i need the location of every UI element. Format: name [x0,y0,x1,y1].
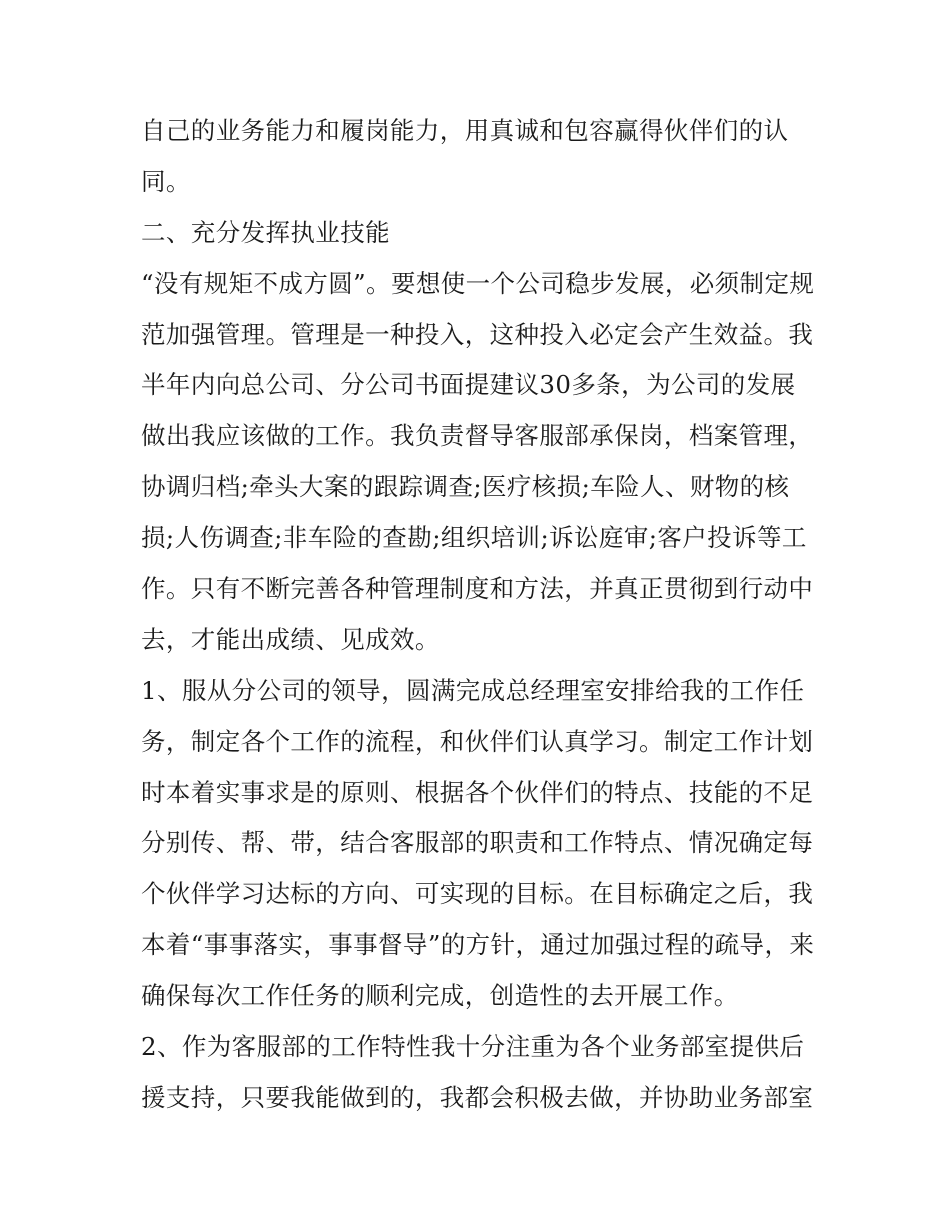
text-line: 做出我应该做的工作。我负责督导客服部承保岗，档案管理， [141,421,814,451]
section-heading: 二、充分发挥执业技能 [141,217,390,247]
text-line: 自己的业务能力和履岗能力，用真诚和包容赢得伙伴们的认 [141,116,789,145]
text-line: 援支持，只要我能做到的，我都会积极去做，并协助业务部室 [141,1082,814,1112]
text-line: 时本着实事求是的原则、根据各个伙伴们的特点、技能的不足 [141,777,814,807]
text-line: 去，才能出成绩、见成效。 [141,624,440,654]
text-line: 个伙伴学习达标的方向、可实现的目标。在目标确定之后，我 [141,879,814,909]
text-line: 半年内向总公司、分公司书面提建议30多条，为公司的发展 [141,370,796,400]
text-line: 作。只有不断完善各种管理制度和方法，并真正贯彻到行动中 [141,574,814,604]
text-line: 范加强管理。管理是一种投入，这种投入必定会产生效益。我 [141,319,814,349]
text-line: 本着“事事落实，事事督导”的方针，通过加强过程的疏导，来 [141,930,815,960]
document-body [141,106,821,1124]
text-line: 分别传、帮、带，结合客服部的职责和工作特点、情况确定每 [141,828,814,858]
text-line: 协调归档;牵头大案的跟踪调查;医疗核损;车险人、财物的核 [141,472,790,502]
text-line: 确保每次工作任务的顺利完成，创造性的去开展工作。 [141,981,739,1011]
text-line: 1、服从分公司的领导，圆满完成总经理室安排给我的工作任 [141,675,805,705]
text-line: 同。 [141,166,191,196]
text-line: “没有规矩不成方圆”。要想使一个公司稳步发展，必须制定规 [141,268,815,298]
text-line: 务，制定各个工作的流程，和伙伴们认真学习。制定工作计划 [141,726,814,756]
text-line: 2、作为客服部的工作特性我十分注重为各个业务部室提供后 [141,1032,805,1062]
text-line: 损;人伤调查;非车险的查勘;组织培训;诉讼庭审;客户投诉等工 [141,523,807,553]
